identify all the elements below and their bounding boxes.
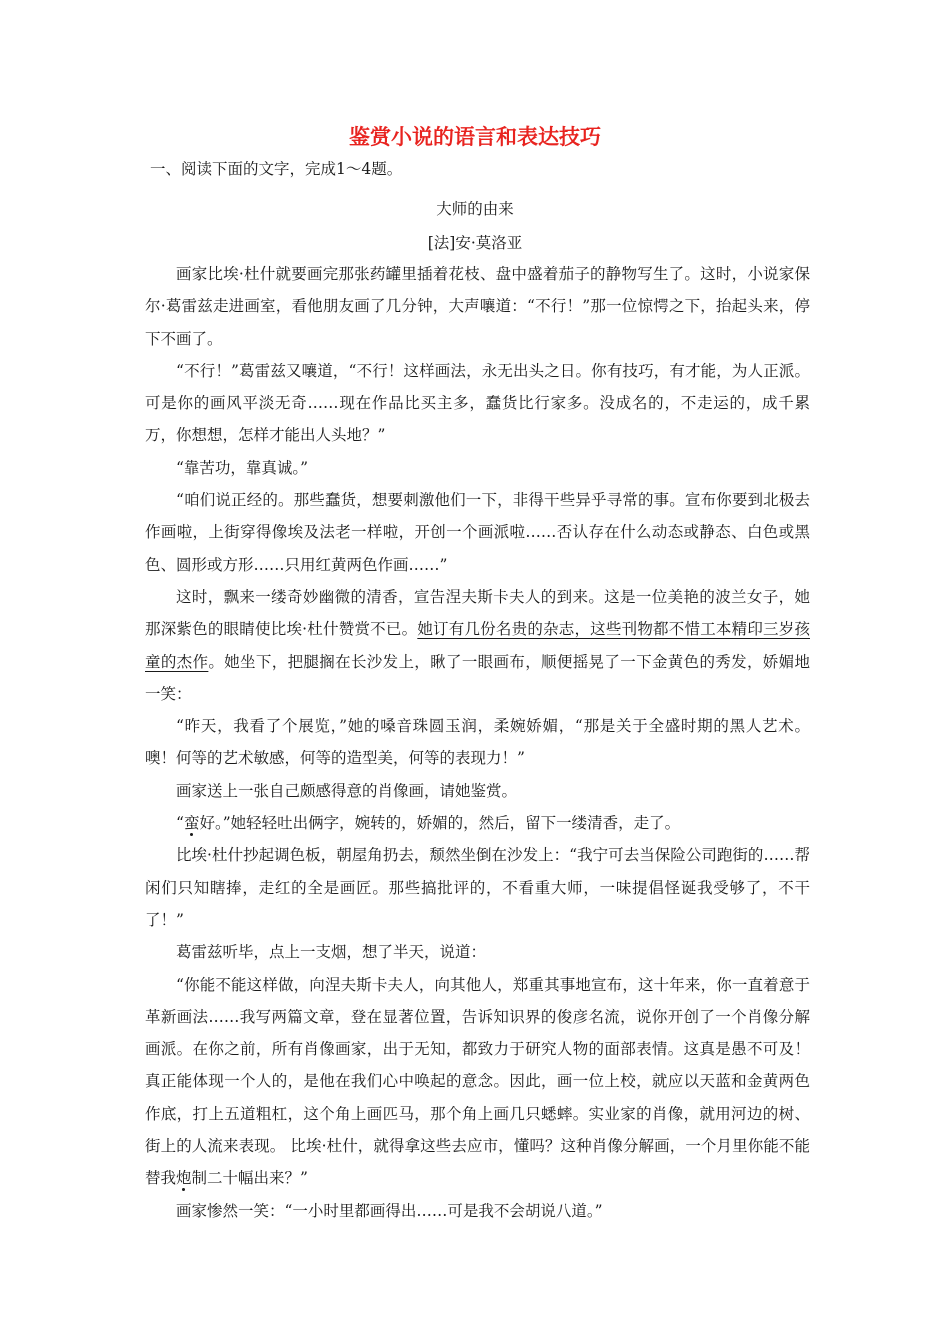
- paragraph: 画家送上一张自己颇感得意的肖像画，请她鉴赏。: [176, 781, 518, 800]
- paragraph-text: “你能不能这样做，向涅夫斯卡夫人，向其他人，郑重其事地宣布，这十年来，你一直着意于革新画法……我写两篇文章，登在显著位置，告诉知识界的俊彦名流，说你开创了一个肖像分解画派。在你之前，所有肖像画家，出于无知，都致力于研究人物的面部表情。这真是愚不可及！真正能体现一个人的，是他在我们心中唤起的意念。因此，画一位上校，就应以天蓝和金黄两色作底，打上五道粗杠，这个角上画匹马，那个角上画几只蟋蟀。实业家的肖像，就用河边的树、街上的人流来表现。 比埃·杜什，就得拿这些去应市，懂吗？这种肖像分解画，一个月里你能不能替我: [145, 975, 810, 1188]
- paragraph: [145, 581, 810, 710]
- paragraph-text: “: [176, 814, 184, 833]
- paragraph: “咱们说正经的。那些蠢货，想要刺激他们一下，非得干些异乎寻常的事。宣布你要到北极去作画啦，上街穿得像埃及法老一样啦，开创一个画派啦……否认存在什么动态或静态、白色或黑色、圆形或方形……只用红黄两色作画……”: [145, 491, 810, 574]
- emphasis-dot-character: 炮: [176, 1169, 192, 1188]
- paragraph: “不行！”葛雷兹又嚷道，“不行！这样画法，永无出头之日。你有技巧，有才能，为人正派。可是你的画风平淡无奇……现在作品比买主多，蠢货比行家多。没成名的，不走运的，成千累万，你想想，怎样才能出人头地？”: [145, 361, 810, 445]
- paragraph-text: 。她坐下，把腿搁在长沙发上，瞅了一眼画布，顺便摇晃了一下金黄色的秀发，娇媚地一笑：: [145, 652, 810, 703]
- paragraph: 葛雷兹听毕，点上一支烟，想了半天，说道：: [176, 943, 487, 962]
- story-body: [145, 258, 810, 1227]
- paragraph: “靠苦功，靠真诚。”: [176, 458, 309, 477]
- paragraph: 比埃·杜什抄起调色板，朝屋角扔去，颓然坐倒在沙发上：“我宁可去当保险公司跑街的……帮闲们只知瞎捧，走红的全是画匠。那些搞批评的，不看重大师，一味提倡怪诞我受够了，不干了！”: [145, 846, 810, 929]
- document-title: 鉴赏小说的语言和表达技巧: [349, 125, 601, 149]
- question-instruction: 一、阅读下面的文字，完成1～4题。: [150, 160, 403, 178]
- paragraph: 画家惨然一笑：“一小时里都画得出……可是我不会胡说八道。”: [176, 1201, 603, 1220]
- emphasis-dot-character: 蛮: [183, 814, 200, 833]
- paragraph-text: 制二十幅出来？”: [191, 1169, 308, 1188]
- paragraph: 画家比埃·杜什就要画完那张药罐里插着花枝、盘中盛着茄子的静物写生了。这时，小说家保尔·葛雷兹走进画室，看他朋友画了几分钟，大声嚷道：“不行！”那一位惊愕之下，抬起头来，停下不画了。: [145, 265, 810, 348]
- underlined-sentence: 她订有几份名贵的杂志，这些刊物都不惜工本精印三岁孩童的杰作: [145, 620, 810, 671]
- paragraph-text: 这时，飘来一缕奇妙幽微的清香，宣告涅夫斯卡夫人的到来。这是一位美艳的波兰女子，她那深紫色的眼睛使比埃·杜什赞赏不已。: [145, 587, 810, 639]
- paragraph-text: 好。”她轻轻吐出俩字，婉转的，娇媚的，然后，留下一缕清香，走了。: [199, 814, 681, 833]
- paragraph: “昨天，我看了个展览，”她的嗓音珠圆玉润，柔婉娇媚，“那是关于全盛时期的黑人艺术。噢！何等的艺术敏感，何等的造型美，何等的表现力！”: [145, 717, 810, 768]
- story-title: 大师的由来: [436, 200, 514, 218]
- paragraph: [145, 807, 810, 839]
- story-author: [法]安·莫洛亚: [427, 234, 523, 252]
- paragraph: [145, 969, 810, 1195]
